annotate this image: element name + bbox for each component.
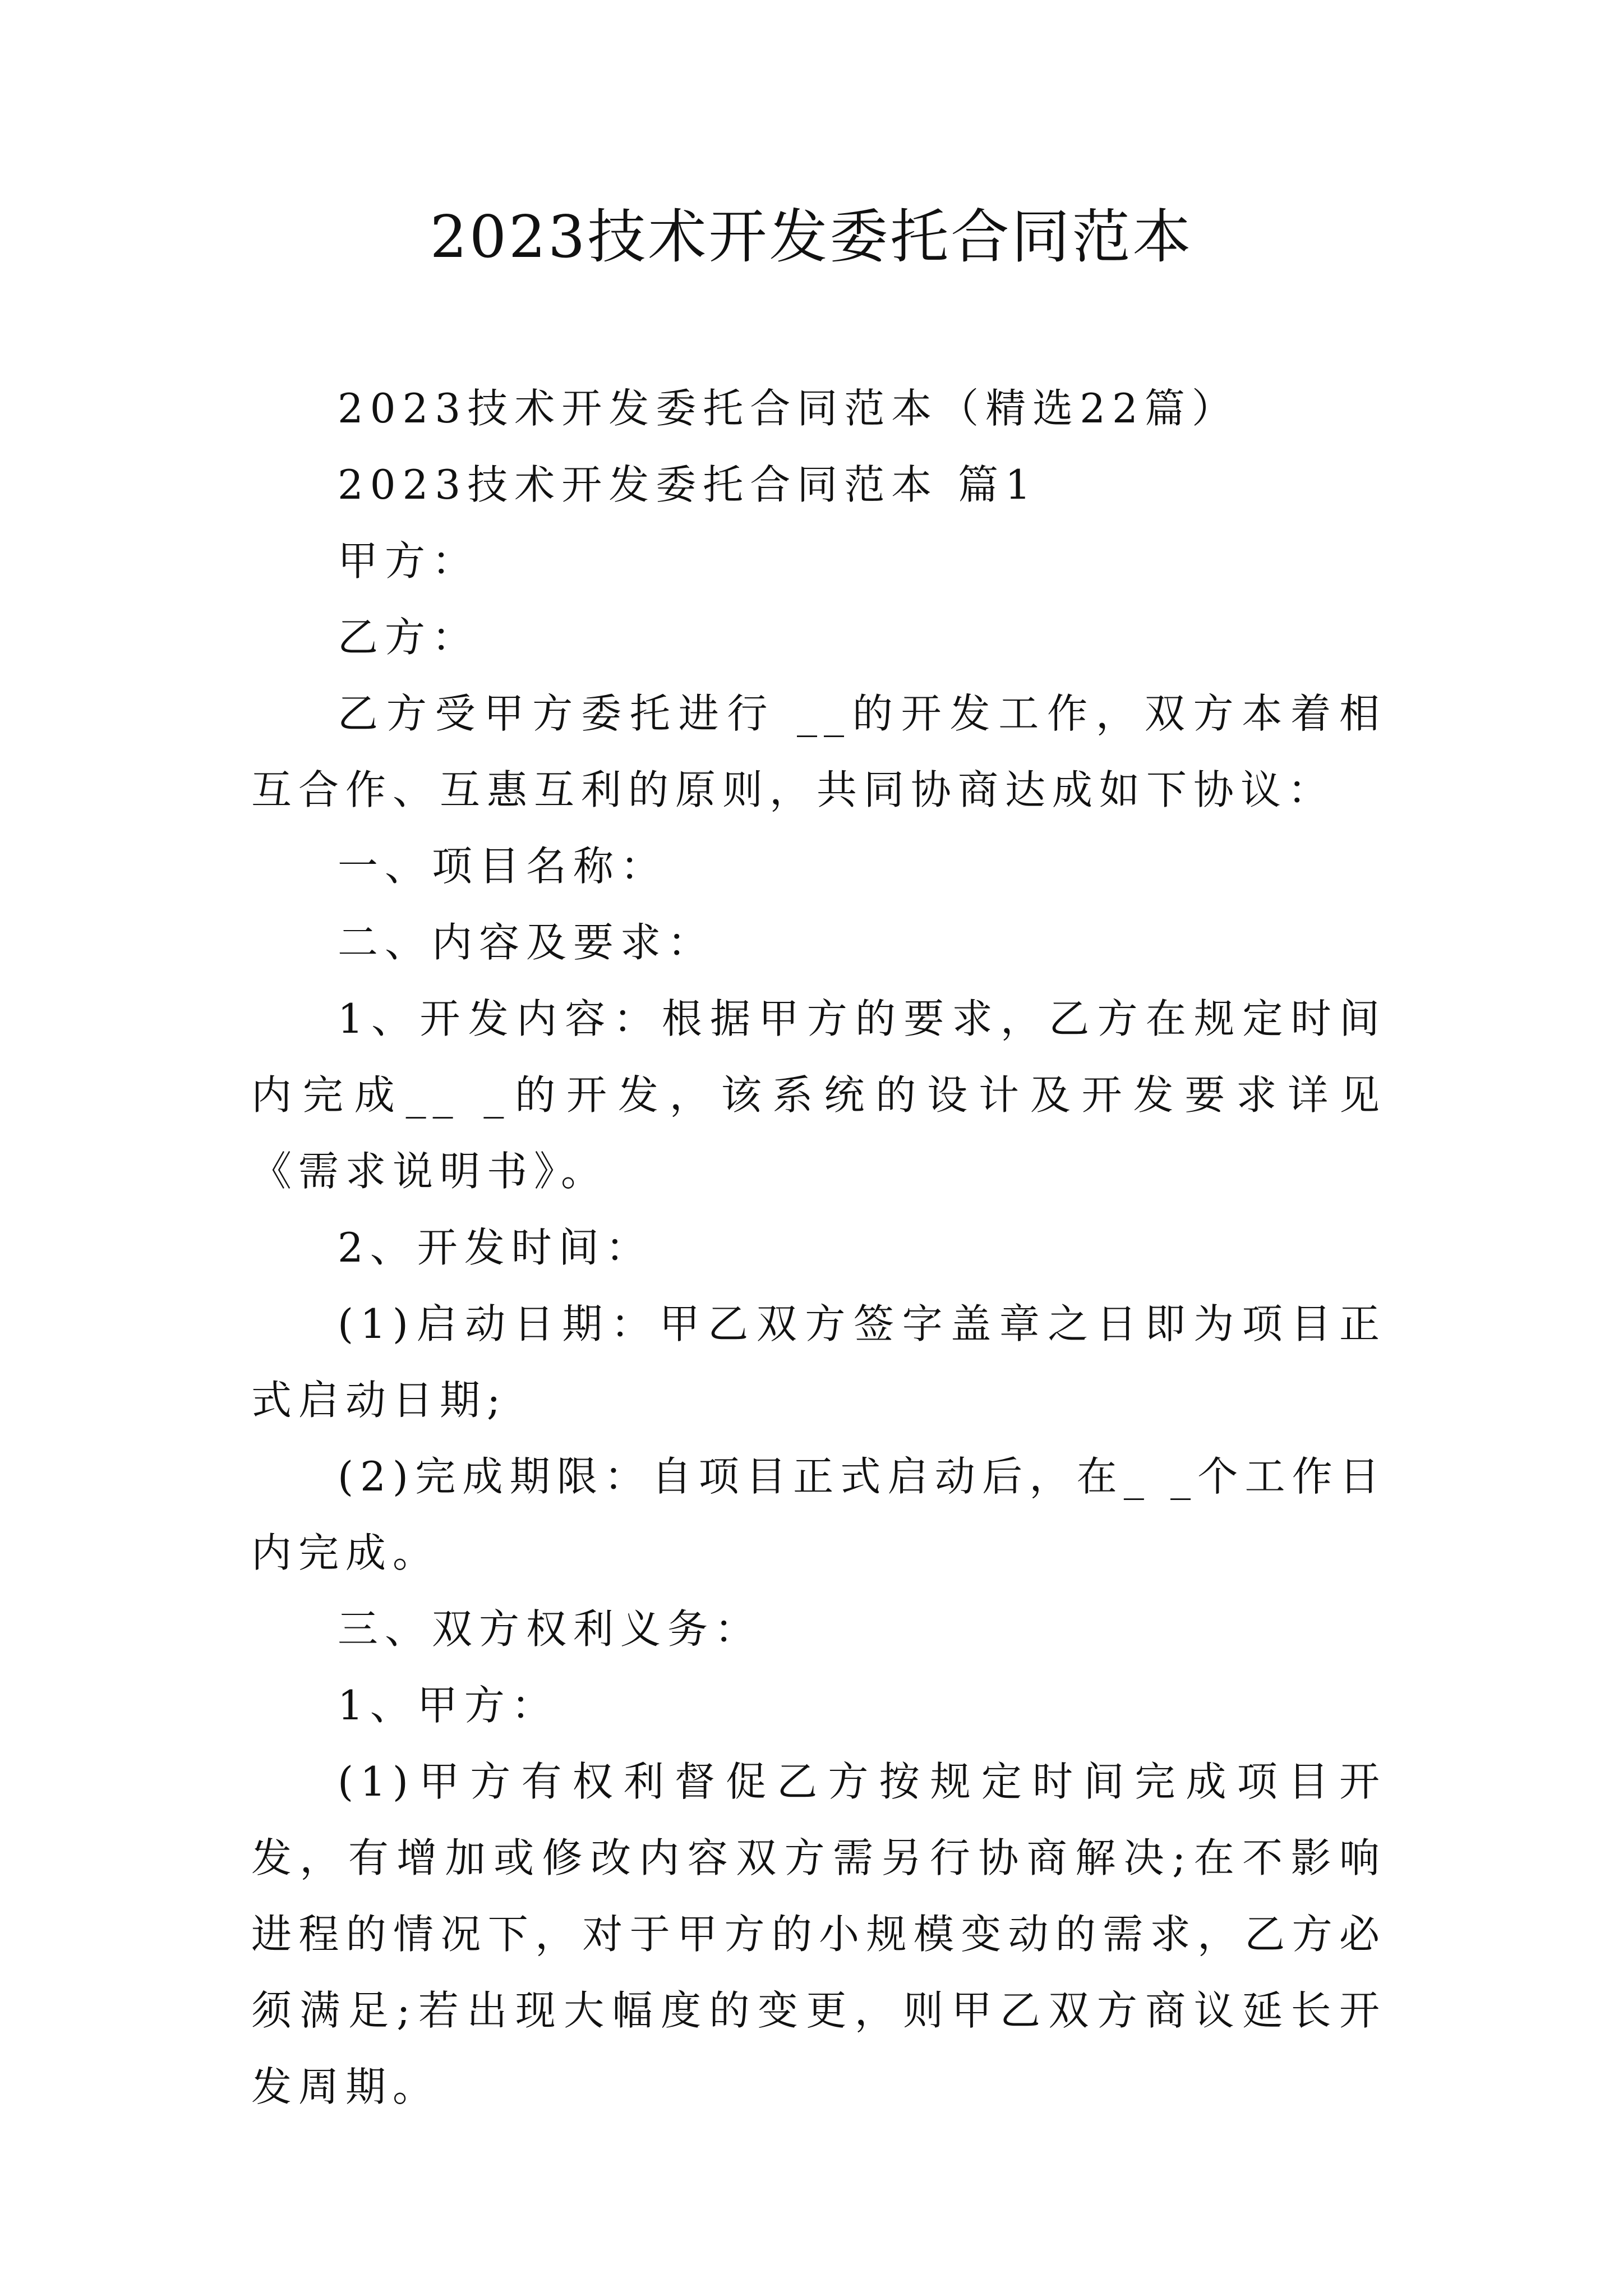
paragraph-intro: 乙方受甲方委托进行 __的开发工作，双方本着相互合作、互惠互利的原则，共同协商达成如下协议： [251,690,1386,813]
paragraph-party-a-rights: (1)甲方有权利督促乙方按规定时间完成项目开发，有增加或修改内容双方需另行协商解决;在不影响进程的情况下，对于甲方的小规模变动的需求，乙方必须满足;若出现大幅度的变更，则甲乙双方商议延长开发周期。 [251,1758,1386,2110]
paragraph-rights-obligations: 三、双方权利义务： [338,1605,762,1653]
paragraph-deadline: (2)完成期限：自项目正式启动后，在_ _个工作日内完成。 [251,1453,1386,1576]
document-title: 2023技术开发委托合同范本 [430,203,1193,271]
paragraph-section-heading: 2023技术开发委托合同范本 篇1 [338,461,1038,508]
document-body [251,370,1386,2125]
paragraph-project-name: 一、项目名称： [338,843,668,890]
paragraph-content-requirements: 二、内容及要求： [338,919,715,966]
paragraph-party-b: 乙方： [338,614,479,661]
paragraph-party-a-section: 1、甲方： [338,1682,559,1729]
paragraph-dev-time: 2、开发时间： [338,1224,653,1271]
paragraph-start-date: (1)启动日期：甲乙双方签字盖章之日即为项目正式启动日期; [251,1300,1386,1424]
paragraph-dev-content: 1、开发内容：根据甲方的要求，乙方在规定时间内完成__ _的开发，该系统的设计及开发要求详见《需求说明书》。 [251,995,1386,1195]
paragraph-party-a: 甲方： [338,537,479,585]
paragraph-subtitle: 2023技术开发委托合同范本（精选22篇） [338,385,1239,432]
